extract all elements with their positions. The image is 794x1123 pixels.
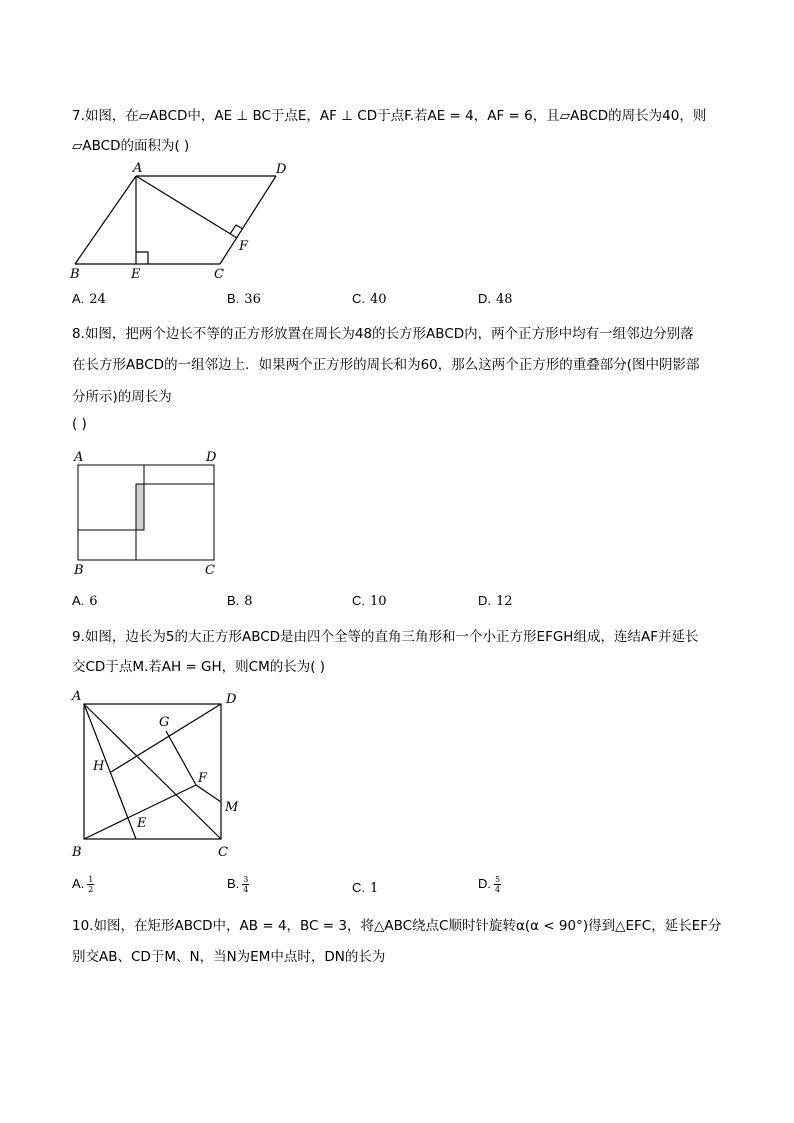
q8-option-b[interactable]: B. 8 (227, 593, 253, 609)
q7-stem-line-2: ▱ABCD的面积为( ) (72, 138, 190, 154)
q7-parallelogram-figure (68, 158, 298, 282)
q8-option-c[interactable]: C. 10 (352, 593, 387, 609)
q8-label-a: A (74, 450, 84, 465)
q9-label-m: M (225, 800, 239, 815)
q9-option-c[interactable]: C. 1 (352, 880, 379, 896)
q7-label-e: E (131, 267, 141, 282)
q7-label-a: A (133, 161, 143, 176)
q7-label-b: B (70, 267, 80, 282)
q8-stem-line-4: ( ) (72, 416, 87, 432)
q10-stem-line-2: 别交AB、CD于M、N，当N为EM中点时，DN的长为 (72, 949, 386, 965)
q8-option-d[interactable]: D. 12 (478, 593, 513, 609)
q9-label-d: D (226, 692, 237, 707)
q7-option-c[interactable]: C. 40 (352, 291, 387, 307)
q9-option-a-fraction: $\frac{1}{2}$ (88, 875, 94, 894)
q8-stem-line-2: 在长方形ABCD的一组邻边上．如果两个正方形的周长和为60，那么这两个正方形的重叠部分(图中阴影部 (72, 357, 700, 373)
q9-option-a[interactable]: A. $\frac{1}{2}$ (72, 875, 94, 894)
q7-option-d[interactable]: D. 48 (478, 291, 513, 307)
q7-stem-line-1: 7.如图，在▱ABCD中，AE ⊥ BC于点E，AF ⊥ CD于点F.若AE = 4，AF = 6，且▱ABCD的周长为40，则 (72, 108, 707, 124)
q9-label-g: G (159, 715, 170, 730)
q9-label-a: A (72, 689, 82, 704)
q9-option-d[interactable]: D. $\frac{5}{4}$ (478, 875, 501, 894)
q8-label-b: B (74, 563, 84, 578)
q10-stem-line-1: 10.如图，在矩形ABCD中，AB = 4，BC = 3，将△ABC绕点C顺时针旋转α(α < 90°)得到△EFC，延长EF分 (72, 918, 722, 934)
q7-label-f: F (239, 239, 249, 254)
q8-label-c: C (205, 563, 215, 578)
q7-option-a[interactable]: A. 24 (72, 291, 106, 307)
q9-option-b[interactable]: B. $\frac{3}{4}$ (227, 875, 249, 894)
q7-label-c: C (214, 267, 224, 282)
q9-stem-line-2: 交CD于点M.若AH = GH，则CM的长为( ) (72, 659, 326, 675)
q9-square-figure (68, 684, 258, 862)
q8-overlap-shading (136, 484, 144, 530)
q9-label-c: C (218, 845, 228, 860)
q8-stem-line-1: 8.如图，把两个边长不等的正方形放置在周长为48的长方形ABCD内，两个正方形中均有一组邻边分别落 (72, 326, 694, 342)
q9-label-f: F (198, 771, 208, 786)
q8-rectangle-figure (70, 446, 230, 578)
q7-label-d: D (276, 162, 287, 177)
q8-stem-line-3: 分所示)的周长为 (72, 389, 172, 405)
q9-option-b-fraction: $\frac{3}{4}$ (243, 875, 249, 894)
q7-option-b[interactable]: B. 36 (227, 291, 261, 307)
q9-label-h: H (93, 759, 105, 774)
q9-option-d-fraction: $\frac{5}{4}$ (495, 875, 501, 894)
q8-label-d: D (206, 450, 217, 465)
q9-label-b: B (72, 845, 82, 860)
q9-stem-line-1: 9.如图，边长为5的大正方形ABCD是由四个全等的直角三角形和一个小正方形EFGH组成，连结AF并延长 (72, 629, 699, 645)
q8-option-a[interactable]: A. 6 (72, 593, 98, 609)
q9-label-e: E (137, 816, 147, 831)
